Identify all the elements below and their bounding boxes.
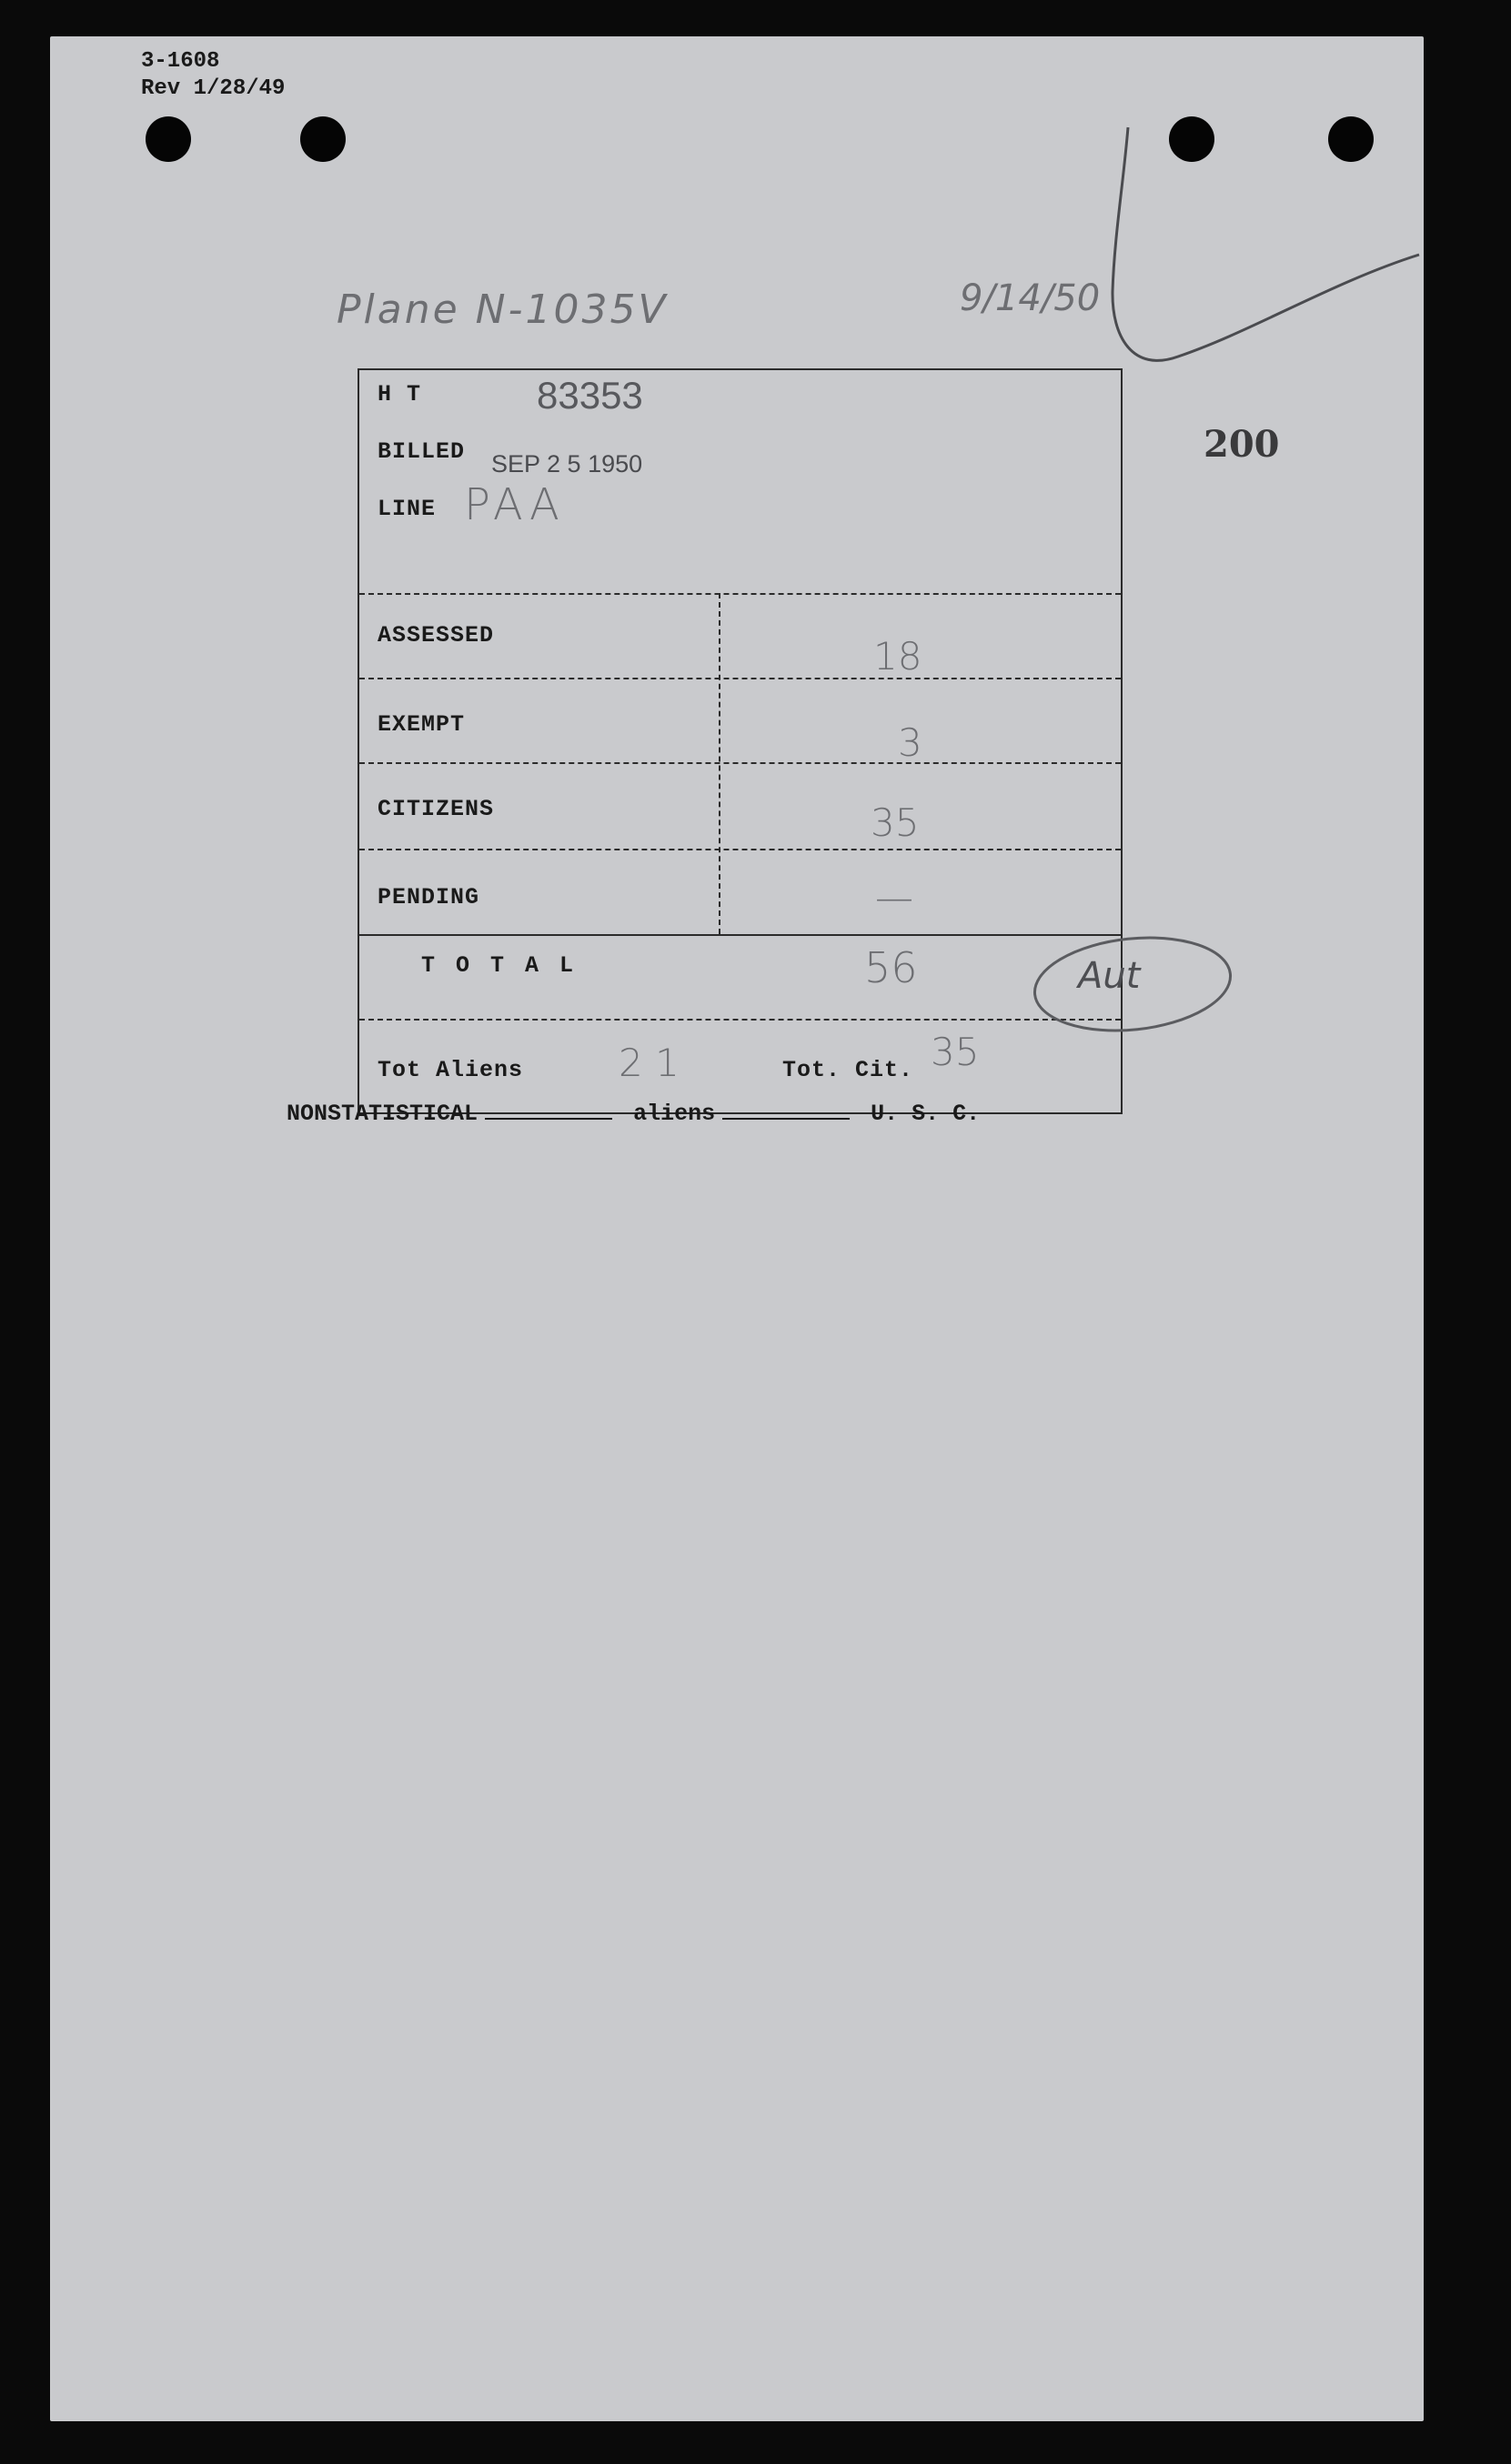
initials: Aut bbox=[1078, 955, 1141, 997]
nonstatistical-blank bbox=[485, 1118, 612, 1120]
citizens-value: 35 bbox=[871, 800, 920, 845]
divider-pending bbox=[359, 934, 1121, 936]
pen-stroke bbox=[1060, 109, 1424, 409]
citizens-label: CITIZENS bbox=[378, 796, 495, 822]
usc-label: U. S. C. bbox=[871, 1101, 981, 1127]
punch-hole-1 bbox=[146, 116, 191, 162]
tot-aliens-label: Tot Aliens bbox=[378, 1057, 524, 1083]
tot-cit-value: 35 bbox=[931, 1030, 980, 1074]
ht-value: 83353 bbox=[537, 374, 643, 417]
billed-label: BILLED bbox=[378, 438, 466, 465]
punch-hole-2 bbox=[300, 116, 346, 162]
manifest-form bbox=[358, 368, 1123, 1114]
divider-exempt bbox=[359, 762, 1121, 764]
divider-citizens bbox=[359, 849, 1121, 850]
ht-label: H T bbox=[378, 381, 422, 407]
line-value: PAA bbox=[464, 479, 565, 530]
nonstatistical-label: NONSTATISTICAL bbox=[287, 1101, 478, 1127]
pending-value: — bbox=[875, 875, 913, 920]
tot-cit-label: Tot. Cit. bbox=[782, 1057, 914, 1083]
exempt-value: 3 bbox=[898, 720, 922, 765]
aliens-blank bbox=[722, 1118, 850, 1120]
divider-total bbox=[359, 1019, 1121, 1021]
handwritten-plane: Plane N-1035V bbox=[337, 287, 669, 333]
document-page bbox=[50, 36, 1424, 2421]
form-number: 3-1608 bbox=[141, 49, 220, 74]
assessed-label: ASSESSED bbox=[378, 622, 495, 649]
form-revision: Rev 1/28/49 bbox=[141, 76, 286, 101]
divider-header bbox=[359, 593, 1121, 595]
tot-aliens-value: 2 1 bbox=[619, 1041, 680, 1085]
total-value: 56 bbox=[864, 943, 918, 992]
billed-stamp: SEP 2 5 1950 bbox=[491, 450, 643, 478]
divider-assessed bbox=[359, 678, 1121, 679]
pending-label: PENDING bbox=[378, 884, 480, 910]
total-label: T O T A L bbox=[421, 952, 578, 979]
page-number: 200 bbox=[1204, 423, 1280, 466]
handwritten-date: 9/14/50 bbox=[960, 277, 1101, 319]
line-label: LINE bbox=[378, 496, 437, 522]
assessed-value: 18 bbox=[873, 634, 922, 679]
aliens-label: aliens bbox=[633, 1101, 716, 1127]
exempt-label: EXEMPT bbox=[378, 711, 466, 738]
nonstatistical-line bbox=[287, 1101, 980, 1127]
